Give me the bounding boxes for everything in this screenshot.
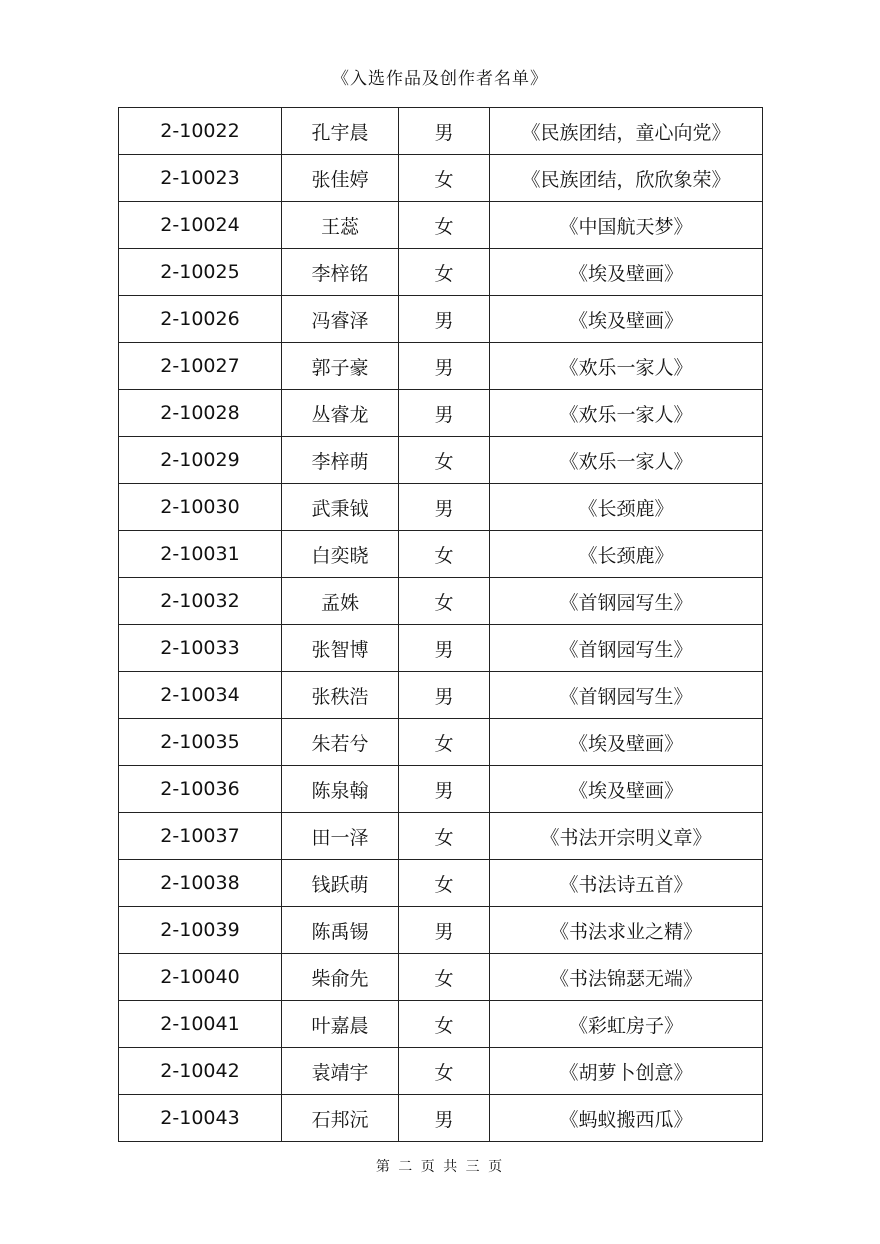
work-title-cell: 《欢乐一家人》 [490,437,763,484]
table-row [119,578,763,625]
gender-cell: 女 [399,719,490,766]
creator-name-cell: 朱若兮 [282,719,399,766]
entry-id-cell: 2-10037 [119,813,282,860]
creator-name-cell: 李梓铭 [282,249,399,296]
creator-name-cell: 张佳婷 [282,155,399,202]
gender-cell: 女 [399,155,490,202]
entry-id-cell: 2-10028 [119,390,282,437]
creator-name-cell: 叶嘉晨 [282,1001,399,1048]
entry-id-cell: 2-10024 [119,202,282,249]
gender-cell: 男 [399,343,490,390]
gender-cell: 男 [399,390,490,437]
table-row [119,860,763,907]
table-row [119,1095,763,1142]
page-title: 《入选作品及创作者名单》 [332,69,548,89]
table-row [119,202,763,249]
table-row [119,531,763,578]
creator-name-cell: 孟姝 [282,578,399,625]
table-row [119,907,763,954]
work-title-cell: 《首钢园写生》 [490,625,763,672]
creator-name-cell: 田一泽 [282,813,399,860]
entry-id-cell: 2-10022 [119,108,282,155]
gender-cell: 女 [399,531,490,578]
page-number: 第 二 页 共 三 页 [375,1159,505,1175]
entry-id-cell: 2-10034 [119,672,282,719]
entry-id-cell: 2-10026 [119,296,282,343]
creator-name-cell: 柴俞先 [282,954,399,1001]
creator-name-cell: 张智博 [282,625,399,672]
table-row [119,1001,763,1048]
table-row [119,766,763,813]
work-title-cell: 《长颈鹿》 [490,484,763,531]
entry-id-cell: 2-10027 [119,343,282,390]
creator-name-cell: 郭子豪 [282,343,399,390]
gender-cell: 女 [399,1048,490,1095]
table-row [119,813,763,860]
creator-name-cell: 孔宇晨 [282,108,399,155]
gender-cell: 女 [399,954,490,1001]
gender-cell: 女 [399,1001,490,1048]
creator-name-cell: 钱跃萌 [282,860,399,907]
gender-cell: 女 [399,249,490,296]
entry-id-cell: 2-10041 [119,1001,282,1048]
table-row [119,672,763,719]
creator-name-cell: 张秩浩 [282,672,399,719]
work-title-cell: 《中国航天梦》 [490,202,763,249]
work-title-cell: 《书法诗五首》 [490,860,763,907]
entry-id-cell: 2-10032 [119,578,282,625]
table-row [119,390,763,437]
gender-cell: 男 [399,1095,490,1142]
entry-id-cell: 2-10023 [119,155,282,202]
entry-id-cell: 2-10038 [119,860,282,907]
entry-id-cell: 2-10033 [119,625,282,672]
work-title-cell: 《彩虹房子》 [490,1001,763,1048]
work-title-cell: 《欢乐一家人》 [490,343,763,390]
creator-name-cell: 冯睿泽 [282,296,399,343]
work-title-cell: 《首钢园写生》 [490,578,763,625]
work-title-cell: 《埃及壁画》 [490,249,763,296]
creator-name-cell: 武秉钺 [282,484,399,531]
roster-table [118,107,763,1142]
work-title-cell: 《民族团结，欣欣象荣》 [490,155,763,202]
gender-cell: 女 [399,437,490,484]
table-row [119,1048,763,1095]
work-title-cell: 《书法开宗明义章》 [490,813,763,860]
work-title-cell: 《埃及壁画》 [490,766,763,813]
gender-cell: 女 [399,813,490,860]
table-row [119,437,763,484]
entry-id-cell: 2-10040 [119,954,282,1001]
creator-name-cell: 王蕊 [282,202,399,249]
entry-id-cell: 2-10025 [119,249,282,296]
work-title-cell: 《长颈鹿》 [490,531,763,578]
work-title-cell: 《民族团结，童心向党》 [490,108,763,155]
gender-cell: 男 [399,672,490,719]
table-row [119,625,763,672]
entry-id-cell: 2-10031 [119,531,282,578]
entry-id-cell: 2-10042 [119,1048,282,1095]
gender-cell: 男 [399,484,490,531]
creator-name-cell: 石邦沅 [282,1095,399,1142]
work-title-cell: 《埃及壁画》 [490,296,763,343]
entry-id-cell: 2-10039 [119,907,282,954]
gender-cell: 男 [399,108,490,155]
gender-cell: 男 [399,296,490,343]
table-row [119,296,763,343]
table-row [119,249,763,296]
creator-name-cell: 白奕晓 [282,531,399,578]
gender-cell: 女 [399,202,490,249]
work-title-cell: 《蚂蚁搬西瓜》 [490,1095,763,1142]
work-title-cell: 《埃及壁画》 [490,719,763,766]
work-title-cell: 《书法锦瑟无端》 [490,954,763,1001]
entry-id-cell: 2-10029 [119,437,282,484]
entry-id-cell: 2-10043 [119,1095,282,1142]
entry-id-cell: 2-10036 [119,766,282,813]
table-row [119,343,763,390]
gender-cell: 男 [399,625,490,672]
table-row [119,155,763,202]
creator-name-cell: 丛睿龙 [282,390,399,437]
work-title-cell: 《欢乐一家人》 [490,390,763,437]
creator-name-cell: 陈泉翰 [282,766,399,813]
table-row [119,484,763,531]
creator-name-cell: 陈禹锡 [282,907,399,954]
gender-cell: 男 [399,766,490,813]
work-title-cell: 《首钢园写生》 [490,672,763,719]
gender-cell: 女 [399,860,490,907]
creator-name-cell: 袁靖宇 [282,1048,399,1095]
roster-table-body [119,108,763,1142]
table-row [119,954,763,1001]
work-title-cell: 《书法求业之精》 [490,907,763,954]
gender-cell: 男 [399,907,490,954]
table-row [119,719,763,766]
gender-cell: 女 [399,578,490,625]
table-row [119,108,763,155]
entry-id-cell: 2-10035 [119,719,282,766]
creator-name-cell: 李梓萌 [282,437,399,484]
work-title-cell: 《胡萝卜创意》 [490,1048,763,1095]
entry-id-cell: 2-10030 [119,484,282,531]
